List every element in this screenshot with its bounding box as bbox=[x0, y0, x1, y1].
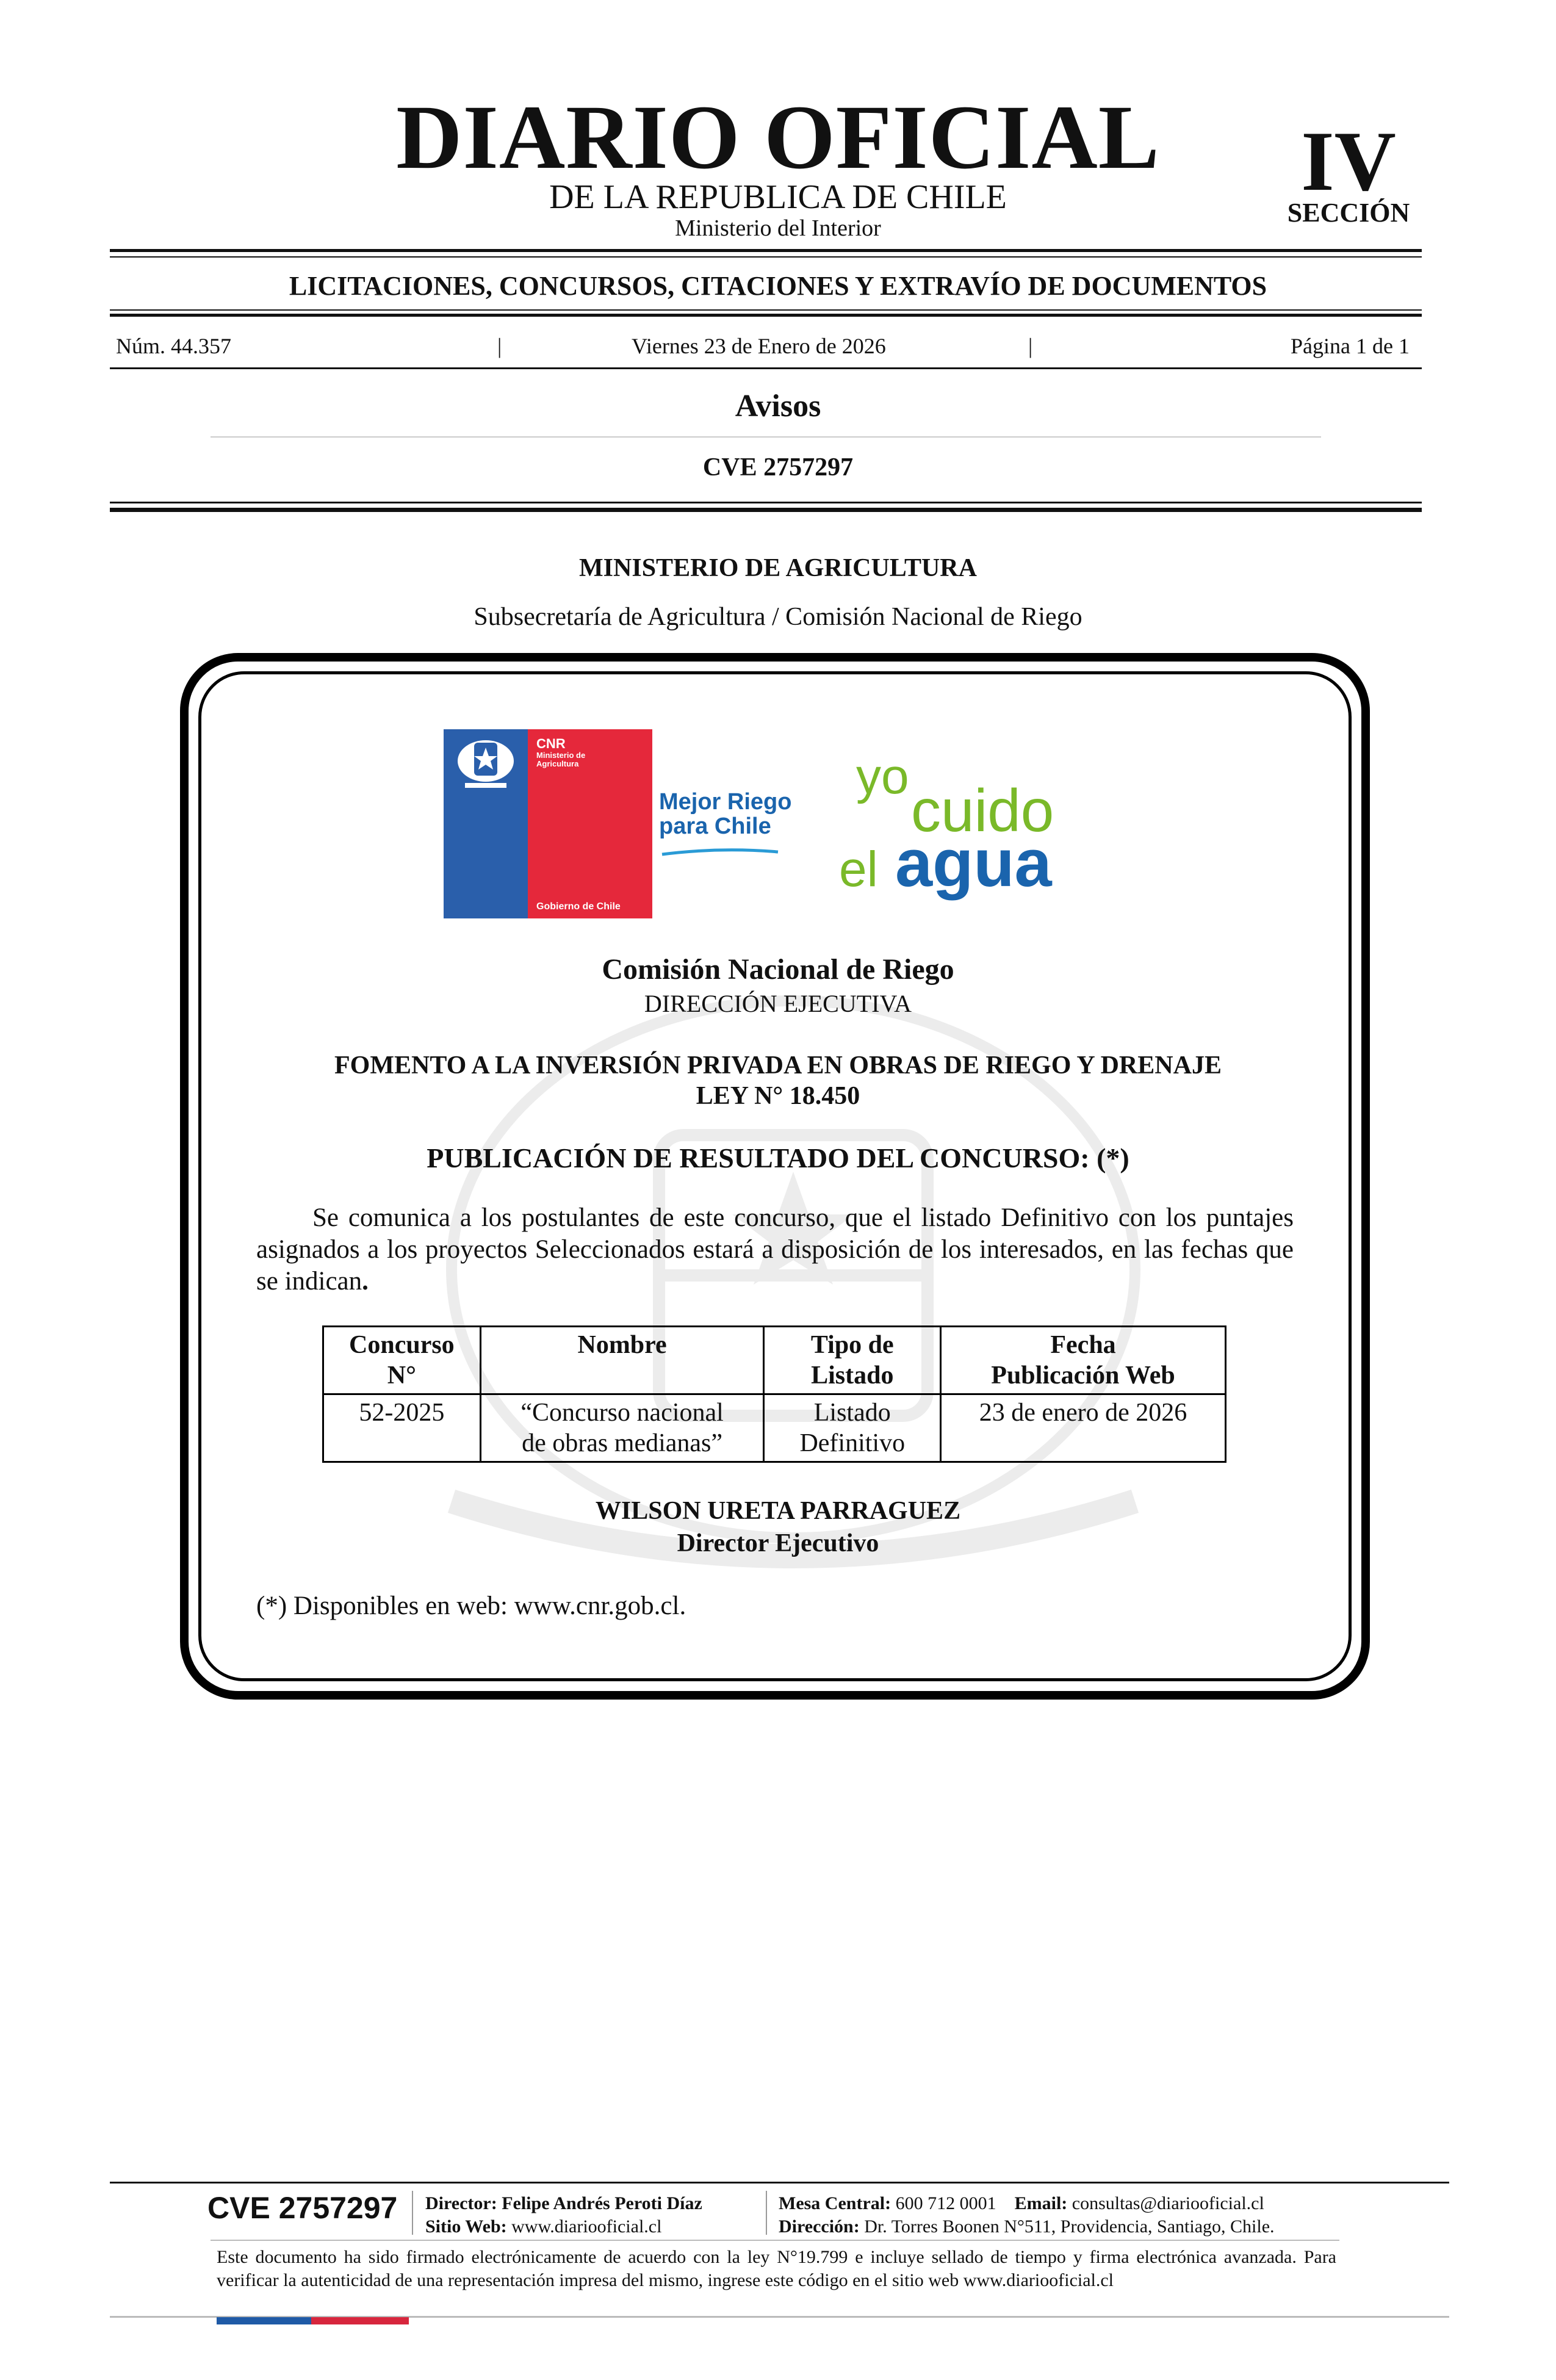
header-concurso: Concurso N° bbox=[323, 1327, 481, 1394]
rule bbox=[110, 256, 1422, 258]
organization-name: Comisión Nacional de Riego bbox=[602, 953, 954, 986]
section-label: SECCIÓN bbox=[1287, 198, 1410, 228]
section-title: LICITACIONES, CONCURSOS, CITACIONES Y EXTRAVÍO DE DOCUMENTOS bbox=[289, 271, 1267, 301]
law-number: LEY N° 18.450 bbox=[696, 1082, 860, 1110]
subsecretaria: Subsecretaría de Agricultura / Comisión Nacional de Riego bbox=[474, 603, 1082, 631]
publication-heading: PUBLICACIÓN DE RESULTADO DEL CONCURSO: (*) bbox=[427, 1142, 1129, 1174]
footnote: (*) Disponibles en web: www.cnr.gob.cl. bbox=[256, 1592, 686, 1620]
logo-cuido: cuido bbox=[911, 777, 1054, 844]
masthead-ministry: Ministerio del Interior bbox=[675, 215, 881, 241]
swoosh-icon bbox=[659, 845, 781, 858]
logo-el: el bbox=[839, 842, 878, 897]
cell-fecha: 23 de enero de 2026 bbox=[941, 1394, 1226, 1462]
paragraph-text: Se comunica a los postulantes de este concurso, que el listado Definitivo con los puntajes asignados a los proyectos Seleccionados estará a disposición de los interesados, en las fechas que se indican bbox=[256, 1203, 1294, 1296]
program-title: FOMENTO A LA INVERSIÓN PRIVADA EN OBRAS DE RIEGO Y DRENAJE bbox=[334, 1051, 1222, 1080]
header-fecha: Fecha Publicación Web bbox=[941, 1327, 1226, 1394]
cve-code: CVE 2757297 bbox=[702, 453, 854, 481]
masthead-title: DIARIO OFICIAL bbox=[396, 87, 1160, 188]
logo-blue-band bbox=[444, 729, 528, 918]
issue-number: Núm. 44.357 bbox=[116, 334, 231, 358]
header-tipo: Tipo de Listado bbox=[764, 1327, 941, 1394]
footer-cve: CVE 2757297 bbox=[207, 2191, 398, 2225]
footer-divider bbox=[766, 2191, 767, 2235]
direction-name: DIRECCIÓN EJECUTIVA bbox=[644, 990, 912, 1017]
ministry-name: MINISTERIO DE AGRICULTURA bbox=[579, 554, 977, 582]
issue-meta bbox=[116, 333, 1416, 360]
logo-yo: yo bbox=[856, 749, 909, 804]
notice-paragraph bbox=[256, 1202, 1294, 1297]
rule bbox=[110, 249, 1422, 252]
cnr-ministry-line2: Agricultura bbox=[536, 759, 579, 769]
footer-rule bbox=[110, 2182, 1449, 2183]
yo-cuido-el-agua-logo bbox=[839, 745, 1108, 912]
rule bbox=[211, 436, 1321, 438]
mejor-riego-line1: Mejor Riego bbox=[659, 789, 792, 815]
paragraph-end: . bbox=[362, 1267, 369, 1296]
signer-role: Director Ejecutivo bbox=[677, 1529, 879, 1557]
rule bbox=[110, 502, 1422, 503]
section-number: IV bbox=[1301, 114, 1396, 209]
footer-email[interactable]: consultas@diariooficial.cl bbox=[1072, 2193, 1264, 2213]
table-header-row bbox=[323, 1327, 1226, 1394]
rule bbox=[110, 367, 1422, 369]
rule bbox=[211, 2240, 1339, 2241]
footer-contact-block: Mesa Central: 600 712 0001 Email: consultas@diariooficial.cl Dirección: Dr. Torres Boonen N°511, Providencia, Santiago, Chile. bbox=[779, 2193, 1275, 2237]
mejor-riego-line2: para Chile bbox=[659, 813, 771, 839]
footer-website[interactable]: www.diariooficial.cl bbox=[511, 2216, 662, 2237]
cnr-logo bbox=[444, 729, 652, 918]
table-row bbox=[323, 1394, 1226, 1462]
signer-name: WILSON URETA PARRAGUEZ bbox=[595, 1497, 961, 1525]
cell-tipo: Listado Definitivo bbox=[764, 1394, 941, 1462]
footer-divider bbox=[412, 2191, 413, 2235]
rule bbox=[110, 508, 1422, 512]
avisos-heading: Avisos bbox=[735, 389, 821, 424]
issue-date: Viernes 23 de Enero de 2026 bbox=[632, 334, 886, 358]
meta-separator: | bbox=[497, 334, 502, 358]
chile-crest-icon bbox=[444, 729, 528, 802]
meta-separator: | bbox=[1028, 334, 1033, 358]
footer-phone: 600 712 0001 bbox=[895, 2193, 996, 2213]
cnr-abbr: CNR bbox=[536, 736, 566, 751]
flag-stripe-red bbox=[311, 2317, 409, 2324]
flag-stripe-blue bbox=[217, 2317, 311, 2324]
logo-agua: agua bbox=[895, 826, 1052, 901]
cell-nombre: “Concurso nacional de obras medianas” bbox=[480, 1394, 764, 1462]
gobierno-de-chile: Gobierno de Chile bbox=[536, 901, 621, 912]
masthead-subtitle: DE LA REPUBLICA DE CHILE bbox=[549, 178, 1007, 216]
rule bbox=[110, 314, 1422, 317]
legal-notice: Este documento ha sido firmado electrónicamente de acuerdo con la ley N°19.799 e incluye sellado de tiempo y firma electrónica avanzada. Para verificar la autenticidad de una representación impresa del mismo, ingrese este código en el sitio web www.diariooficial.cl bbox=[217, 2247, 1336, 2290]
cnr-logo-text bbox=[536, 737, 585, 769]
rule bbox=[110, 309, 1422, 311]
header-nombre: Nombre bbox=[480, 1327, 764, 1394]
mejor-riego-logo bbox=[659, 790, 791, 864]
footer-director-block: Director: Felipe Andrés Peroti Díaz Sitio Web: www.diariooficial.cl bbox=[425, 2193, 702, 2237]
cnr-ministry-line1: Ministerio de bbox=[536, 751, 586, 760]
footer-director: Felipe Andrés Peroti Díaz bbox=[502, 2193, 702, 2213]
footer-address: Dr. Torres Boonen N°511, Providencia, Santiago, Chile. bbox=[864, 2216, 1275, 2237]
page-count: Página 1 de 1 bbox=[1291, 334, 1410, 358]
results-table bbox=[322, 1325, 1226, 1463]
cell-concurso: 52-2025 bbox=[323, 1394, 481, 1462]
